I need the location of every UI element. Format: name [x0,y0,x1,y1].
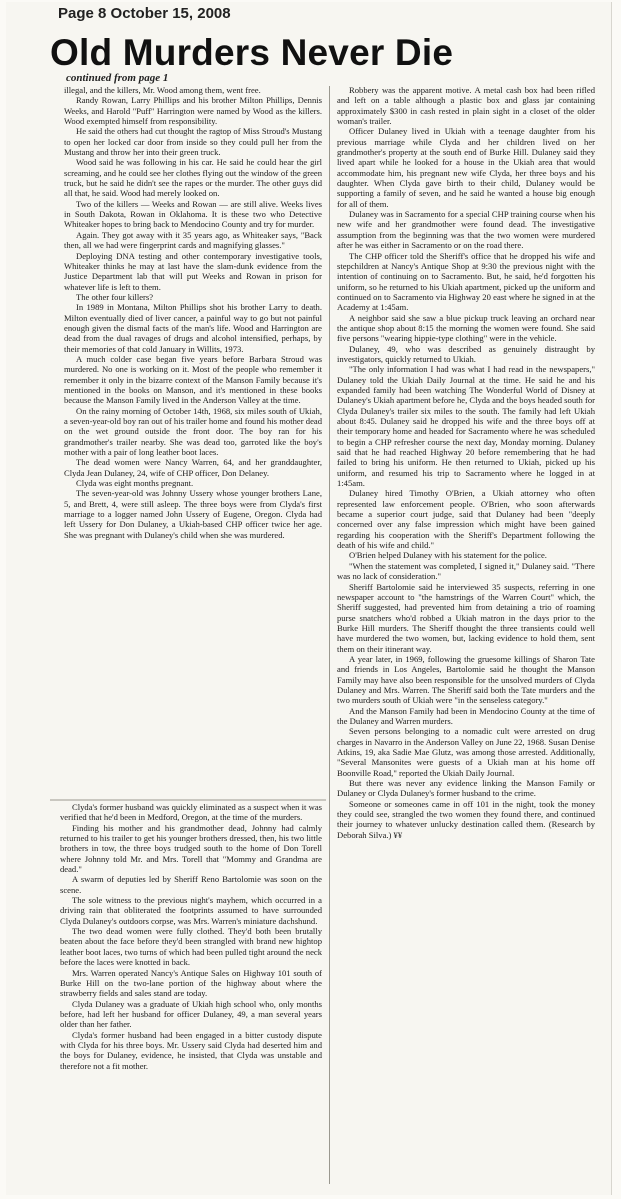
paragraph: Randy Rowan, Larry Phillips and his brother Milton Phillips, Dennis Weeks, and Harold "Puff" Harrington were named by Wood as the killers. Wood exempted himself from responsibility. [64,95,322,127]
right-column [337,85,595,1185]
paragraph: Someone or someones came in off 101 in the night, took the money they could see, strangled the two women they found there, and continued their journey to whatever unlucky destination called them. (Research by Deborah Silva.) ¥¥ [337,798,595,840]
paragraph: The other four killers? [76,291,154,302]
column-rule [329,86,330,1184]
paragraph: Sheriff Bartolomie said he interviewed 35 suspects, referring in one newspaper account to "the hamstrings of the Warren Court" which, the Sheriff suggested, had prevented him from detaining a trio of roaming purse snatchers who'd robbed a Ukiah matron in the days prior to the Burke Hill murders. The Sheriff thought the three transients could well have murdered the two women, but, lacking evidence to hold them, sent them on their itinerant way. [337,581,595,654]
paragraph: Dulaney, 49, who was described as genuinely distraught by investigators, quickly returned to Ukiah. [337,343,595,364]
paragraph: He said the others had cut thought the ragtop of Miss Stroud's Mustang to open her locked car door from inside so they could pull her from the Mustang and throw her into their green truck. [64,126,322,158]
paragraph: And the Manson Family had been in Mendocino County at the time of the Dulaney and Warren murders. [337,705,595,726]
paragraph: Wood said he was following in his car. He said he could hear the girl screaming, and he could see her clothes flying out the window of the green truck, but he said he didn't see the rapes or the murder. The other guys did all that, he said. Wood had merely looked on. [64,157,322,199]
paragraph: Seven persons belonging to a nomadic cult were arrested on drug charges in Navarro in the Anderson Valley on June 22, 1968. Susan Denise Atkins, 19, aka Sadie Mae Glutz, was among those arrested. Additionally, "Several Mansonites were guests of a Ukiah man at his home off Boonville Road," reported the Ukiah Daily Journal. [337,726,595,778]
paragraph: Robbery was the apparent motive. A metal cash box had been rifled and left on a table although a plastic box and glass jar containing approximately $300 in cash rested in plain sight in a closet of the older woman's trailer. [337,85,595,127]
paragraph: "When the statement was completed, I signed it," Dulaney said. "There was no lack of consideration." [337,560,595,582]
paragraph: Dulaney was in Sacramento for a special CHP training course when his new wife and her grandmother were found dead. The investigative assumption from the beginning was that the two women were murdered after he was either in Sacramento or on the road there. [337,209,595,251]
left-column-lower [60,802,322,1184]
paragraph: Mrs. Warren operated Nancy's Antique Sales on Highway 101 south of Burke Hill on the two-lane portion of the highway about where the strawberry fields and sales stand are today. [60,967,322,999]
left-column [64,85,322,799]
page-date: Page 8 October 15, 2008 [58,5,231,22]
paragraph: O'Brien helped Dulaney with his statement for the police. [349,550,547,561]
paragraph: Clyda Dulaney was a graduate of Ukiah high school who, only months before, had left her husband for officer Dulaney, 49, a man several years older than her father. [60,998,322,1030]
paragraph: The seven-year-old was Johnny Ussery whose younger brothers Lane, 5, and Brett, 4, were still asleep. The three boys were from Clyda's first marriage to a logger named John Ussery of Eugene, Oregon. Clyda had left Ussery for Don Dulaney, a Ukiah-based CHP officer twice her age. She was pregnant with Dulaney's child when she was murdered. [64,488,322,540]
paragraph: The dead women were Nancy Warren, 64, and her granddaughter, Clyda Jean Dulaney, 24, wife of CHP officer, Don Delaney. [64,457,322,478]
paragraph: Dulaney hired Timothy O'Brien, a Ukiah attorney who often represented law enforcement people. O'Brien, who soon afterwards became a superior court judge, said that Dulaney had been "deeply concerned over any false impression which might have been gained regarding his cooperation with the Sheriff's Department following the death of his wife and child." [337,488,595,551]
paragraph: But there was never any evidence linking the Manson Family or Dulaney or Clyda Dulaney's former husband to the crime. [337,778,595,799]
paragraph: On the rainy morning of October 14th, 1968, six miles south of Ukiah, a seven-year-old boy ran out of his trailer home and found his mother dead on the wet ground outside the front door. The boy ran for his grandmother's trailer nearby. She was dead too, garroted like the boy's mother with a pair of long leather boot laces. [64,405,322,458]
paragraph: The sole witness to the previous night's mayhem, which occurred in a driving rain that obliterated the footprints assumed to have surrounded Clyda Dulaney's outdoors corpse, was Mrs. Warren's miniature dachshund. [60,895,322,926]
article-headline: Old Murders Never Die [50,32,454,73]
paragraph: Deploying DNA testing and other contemporary investigative tools, Whiteaker thinks he may at last have the slam-dunk evidence from the Justice Department lab that will put Weeks and Rowan in prison for whatever life is left to them. [64,250,322,292]
paragraph: Officer Dulaney lived in Ukiah with a teenage daughter from his previous marriage while Clyda and her children lived on her grandmother's property at the south end of Burke Hill. Dulaney said they lived apart while he looked for a house in the Ukiah area that would accommodate him, his pregnant new wife Clyda, her three boys and his daughter. When Clyda gave birth to their child, Dulaney would be supporting a family of seven, and he said he wanted a house big enough for all of them. [337,126,595,209]
paragraph: Finding his mother and his grandmother dead, Johnny had calmly returned to his trailer to get his younger brothers dressed, then, his two little brothers in tow, the three boys trudged south to the home of Don Torell where Johnny told Mr. and Mrs. Torell that "Mommy and Grandma are dead." [60,822,322,875]
paragraph: illegal, and the killers, Mr. Wood among them, went free. [64,85,261,95]
paragraph: A neighbor said she saw a blue pickup truck leaving an orchard near the antique shop about 8:15 the morning the women were found. She said five persons "wearing hippie-type clothing" were in the vehicle. [337,312,595,344]
paragraph: Clyda's former husband was quickly eliminated as a suspect when it was verified that he'd been in Medford, Oregon, at the time of the murders. [60,802,322,823]
paragraph: The two dead women were fully clothed. They'd both been brutally beaten about the face before they'd been strangled with brand new hightop leather boot laces, two turns of which had been pulled tight around the neck before the laces were knotted in back. [60,926,322,968]
paragraph: A year later, in 1969, following the gruesome killings of Sharon Tate and friends in Los Angeles, Bartolomie said he thought the Manson Family may have also been responsible for the unsolved murders of Clyda Dulaney and Mrs. Warren. The Sheriff said both the Tate murders and the two murders south of Ukiah were "in the senseless category." [337,653,595,706]
continued-from-line: continued from page 1 [66,72,169,84]
paragraph: A swarm of deputies led by Sheriff Reno Bartolomie was soon on the scene. [60,874,322,895]
paragraph: A much colder case began five years before Barbara Stroud was murdered. No one is working on it. Most of the people who remember it remember it only in the bizarre context of the Manson Family because it's mentioned in the books on Manson, and it's mentioned in these books because the Manson Family lived in the Anderson Valley at the time. [64,353,322,406]
clipping-seam [50,799,326,801]
paragraph: Clyda was eight months pregnant. [76,478,194,489]
paragraph: "The only information I had was what I had read in the newspapers," Dulaney told the Ukiah Daily Journal at the time. He said he and his expanded family had been watching The Wonderful World of Disney at Dulaney's Ukiah apartment before he, Clyda and the boys headed south for Clyda Dulaney's trailer six miles to the south. The family had left Ukiah about 8:45. Dulaney said he dropped his wife and the three boys off at their temporary home and headed for Sacramento where he was scheduled to begin a CHP refresher course the next day, Monday morning. Dulaney said that he had reached Highway 20 before remembering that he had failed to bring his uniform. He then returned to Ukiah, picked up his uniform, and resumed his trip to Sacramento where he logged in at 1:45am. [337,364,595,489]
paragraph: Clyda's former husband had been engaged in a bitter custody dispute with Clyda for his three boys. Mr. Ussery said Clyda had deserted him and the boys for Dulaney, evidence, he insisted, that Clyda was unstable and therefore not a fit mother. [60,1029,322,1071]
newspaper-page [6,2,612,1195]
paragraph: Two of the killers — Weeks and Rowan — are still alive. Weeks lives in South Dakota, Rowan in Oklahoma. It is these two who Detective Whiteaker hopes to bring back to Mendocino County and try for murder. [64,198,322,230]
paragraph: In 1989 in Montana, Milton Phillips shot his brother Larry to death. Milton eventually died of liver cancer, a painful way to go but not painful enough given the dismal facts of the man's life. Wood and Harrington are dead from the dual ravages of drugs and alcohol intensified, perhaps, by their memories of that cold January in Willits, 1973. [64,302,322,354]
paragraph: Again. They got away with it 35 years ago, as Whiteaker says, "Back then, all we had were fingerprint cards and magnifying glasses." [64,229,322,251]
paragraph: The CHP officer told the Sheriff's office that he dropped his wife and stepchildren at Nancy's Antique Shop at 9:30 the previous night with the intention of continuing on to Sacramento. But, he said, he'd forgotten his uniform, so he returned to his Ukiah apartment, picked up the uniform and continued on to Sacramento via Highway 20 east where he signed in at the Academy at 1:45am. [337,250,595,313]
